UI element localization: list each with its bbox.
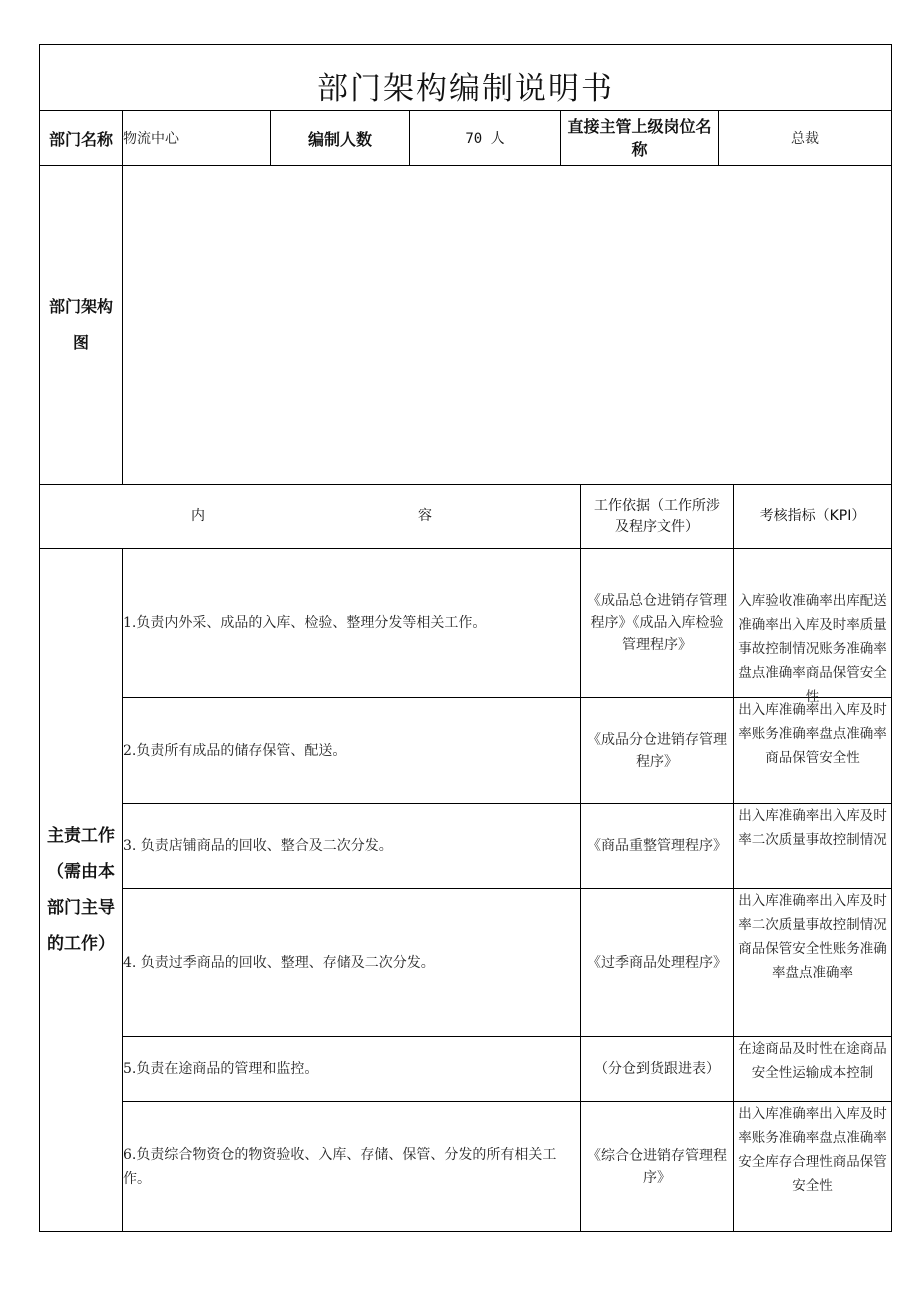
duty-row-3-kpi: 出入库准确率出入库及时率二次质量事故控制情况 [734,804,891,889]
document-page [39,44,892,1232]
duty-row-2-basis: 《成品分仓进销存管理程序》 [581,698,734,804]
supervisor-label: 直接主管上级岗位名称 [561,111,719,166]
dept-name-value: 物流中心 [123,111,271,166]
document-title: 部门架构编制说明书 [40,45,891,111]
supervisor-value: 总裁 [719,111,891,166]
content-header-char-1: 内 [191,508,205,524]
org-chart-label: 部门架构图 [40,166,123,485]
duty-row-4-kpi: 出入库准确率出入库及时率二次质量事故控制情况商品保管安全性账务准确率盘点准确率 [734,889,891,1037]
duty-row-1-basis: 《成品总仓进销存管理程序》《成品入库检验管理程序》 [581,549,734,698]
main-duties-label: 主责工作（需由本部门主导的工作） [40,549,123,1231]
duty-row-3-basis: 《商品重整管理程序》 [581,804,734,889]
content-header-char-2: 容 [418,508,432,524]
duty-row-1-kpi: 入库验收准确率出库配送准确率出入库及时率质量事故控制情况账务准确率盘点准确率商品保管安全性 [734,549,891,698]
duty-row-3-task: 3. 负责店铺商品的回收、整合及二次分发。 [123,804,581,889]
duty-row-4-basis: 《过季商品处理程序》 [581,889,734,1037]
duty-row-2-task: 2.负责所有成品的储存保管、配送。 [123,698,581,804]
duty-row-1-task: 1.负责内外采、成品的入库、检验、整理分发等相关工作。 [123,549,581,698]
dept-name-label: 部门名称 [40,111,123,166]
duty-row-2-kpi: 出入库准确率出入库及时率账务准确率盘点准确率商品保管安全性 [734,698,891,804]
duty-row-5-basis: （分仓到货跟进表） [581,1037,734,1102]
duty-row-5-task: 5.负责在途商品的管理和监控。 [123,1037,581,1102]
kpi-header: 考核指标（KPI） [734,485,891,549]
duty-row-4-task: 4. 负责过季商品的回收、整理、存储及二次分发。 [123,889,581,1037]
headcount-label: 编制人数 [271,111,410,166]
content-header [40,485,581,549]
duty-row-6-kpi: 出入库准确率出入库及时率账务准确率盘点准确率安全库存合理性商品保管安全性 [738,1106,887,1194]
headcount-value: 70 人 [410,111,561,166]
org-chart-area [123,166,891,485]
duty-row-6-task: 6.负责综合物资仓的物资验收、入库、存储、保管、分发的所有相关工作。 [123,1102,581,1231]
duty-row-6-basis: 《综合仓进销存管理程序》 [581,1102,734,1231]
basis-header: 工作依据（工作所涉及程序文件） [581,485,734,549]
duty-row-5-kpi: 在途商品及时性在途商品安全性运输成本控制 [734,1037,891,1102]
